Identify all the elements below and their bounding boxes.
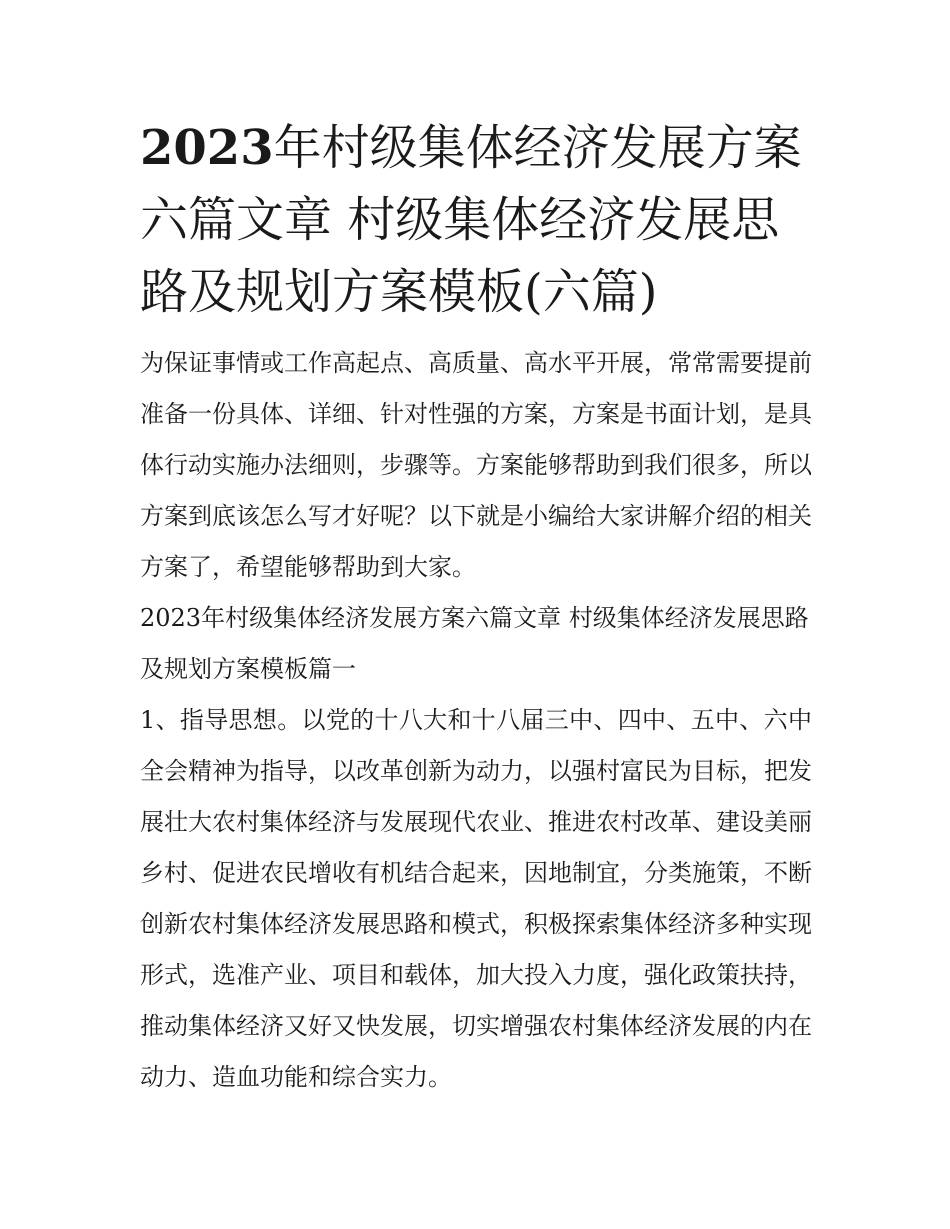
point-1-paragraph: 1、指导思想。以党的十八大和十八届三中、四中、五中、六中全会精神为指导，以改革创新为动力，以强村富民为目标，把发展壮大农村集体经济与发展现代农业、推进农村改革、建设美丽乡村、促进农民增收有机结合起来，因地制宜，分类施策，不断创新农村集体经济发展思路和模式，积极探索集体经济多种实现形式，选准产业、项目和载体，加大投入力度，强化政策扶持，推动集体经济又好又快发展，切实增强农村集体经济发展的内在动力、造血功能和综合实力。: [140, 706, 812, 1091]
title-text: 年村级集体经济发展方案六篇文章 村级集体经济发展思路及规划方案模板(六篇): [140, 120, 802, 320]
document-body: [140, 112, 812, 1103]
title-year: 2023: [140, 120, 274, 176]
document-title: [140, 112, 812, 328]
section-heading: 2023年村级集体经济发展方案六篇文章 村级集体经济发展思路及规划方案模板篇一: [140, 604, 809, 683]
intro-paragraph: 为保证事情或工作高起点、高质量、高水平开展，常常需要提前准备一份具体、详细、针对性强的方案，方案是书面计划，是具体行动实施办法细则，步骤等。方案能够帮助到我们很多，所以方案到底该怎么写才好呢？以下就是小编给大家讲解介绍的相关方案了，希望能够帮助到大家。: [140, 349, 812, 581]
